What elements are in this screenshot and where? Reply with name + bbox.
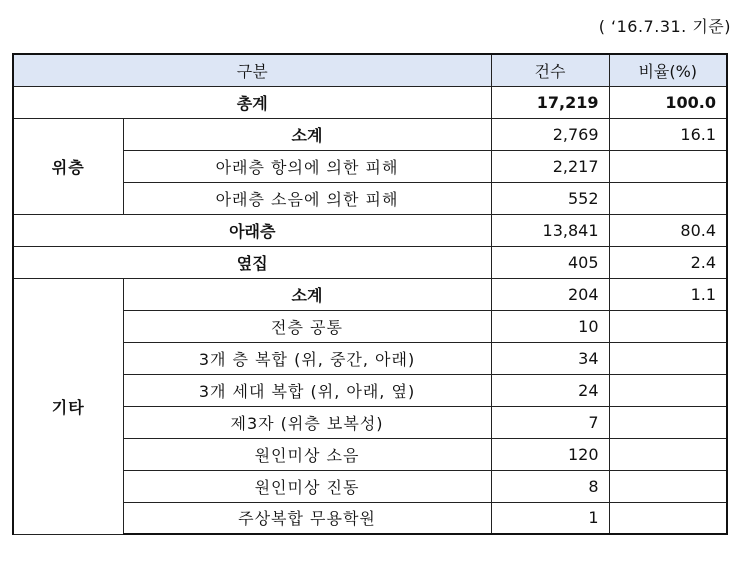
group-label-upstairs: 위층 <box>13 118 123 214</box>
row-label: 아래층 항의에 의한 피해 <box>123 150 491 182</box>
table-row <box>13 118 727 150</box>
nextdoor-ratio: 2.4 <box>609 246 727 278</box>
row-count: 8 <box>491 470 609 502</box>
total-ratio: 100.0 <box>609 86 727 118</box>
row-label: 3개 층 복합 (위, 중간, 아래) <box>123 342 491 374</box>
row-count: 24 <box>491 374 609 406</box>
row-ratio <box>609 406 727 438</box>
row-label: 소계 <box>123 278 491 310</box>
row-label: 원인미상 소음 <box>123 438 491 470</box>
header-category: 구분 <box>13 54 491 86</box>
downstairs-ratio: 80.4 <box>609 214 727 246</box>
row-label: 전층 공통 <box>123 310 491 342</box>
row-ratio <box>609 438 727 470</box>
date-note: ( ‘16.7.31. 기준) <box>598 17 731 36</box>
header-count: 건수 <box>491 54 609 86</box>
downstairs-label: 아래층 <box>13 214 491 246</box>
row-ratio <box>609 310 727 342</box>
row-ratio <box>609 182 727 214</box>
total-row <box>13 86 727 118</box>
total-count: 17,219 <box>491 86 609 118</box>
row-count: 2,217 <box>491 150 609 182</box>
row-ratio <box>609 470 727 502</box>
header-ratio: 비율(%) <box>609 54 727 86</box>
group-label-other: 기타 <box>13 278 123 534</box>
row-label: 제3자 (위층 보복성) <box>123 406 491 438</box>
nextdoor-count: 405 <box>491 246 609 278</box>
row-ratio <box>609 374 727 406</box>
row-label: 소계 <box>123 118 491 150</box>
nextdoor-label: 옆집 <box>13 246 491 278</box>
row-ratio <box>609 150 727 182</box>
header-row <box>13 54 727 86</box>
noise-complaint-table <box>12 53 728 535</box>
row-label: 주상복합 무용학원 <box>123 502 491 534</box>
row-label: 3개 세대 복합 (위, 아래, 옆) <box>123 374 491 406</box>
row-ratio: 16.1 <box>609 118 727 150</box>
row-count: 120 <box>491 438 609 470</box>
row-count: 10 <box>491 310 609 342</box>
row-count: 552 <box>491 182 609 214</box>
row-count: 7 <box>491 406 609 438</box>
row-label: 아래층 소음에 의한 피해 <box>123 182 491 214</box>
row-count: 204 <box>491 278 609 310</box>
downstairs-row <box>13 214 727 246</box>
row-ratio <box>609 502 727 534</box>
row-count: 34 <box>491 342 609 374</box>
nextdoor-row <box>13 246 727 278</box>
row-label: 원인미상 진동 <box>123 470 491 502</box>
row-count: 2,769 <box>491 118 609 150</box>
row-ratio: 1.1 <box>609 278 727 310</box>
total-label: 총계 <box>13 86 491 118</box>
table-row <box>13 278 727 310</box>
row-count: 1 <box>491 502 609 534</box>
row-ratio <box>609 342 727 374</box>
downstairs-count: 13,841 <box>491 214 609 246</box>
